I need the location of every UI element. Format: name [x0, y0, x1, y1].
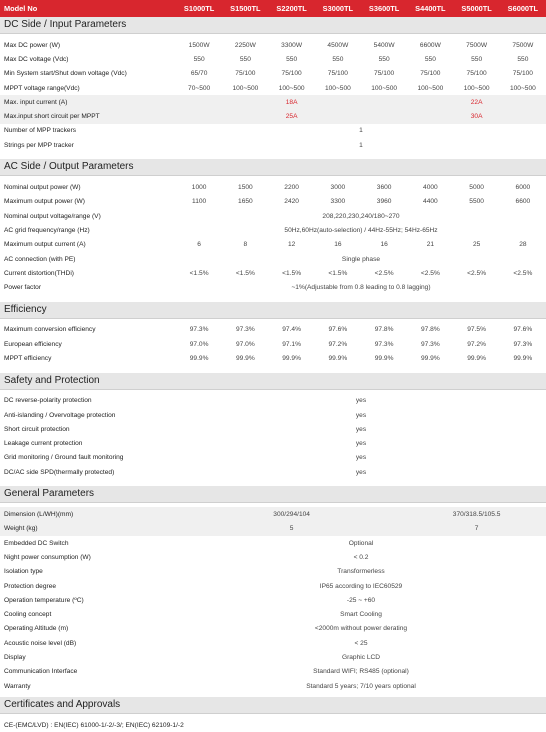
spec-row-general	[0, 679, 546, 693]
cell: 550	[517, 55, 529, 63]
cell: IP65 according to IEC60529	[319, 582, 403, 590]
cell: 97.2%	[328, 340, 348, 348]
spec-row-mpp-trackers	[0, 124, 546, 138]
cell: 5	[289, 525, 294, 533]
cell: 3300W	[281, 41, 303, 49]
cell: 97.3%	[513, 340, 533, 348]
cell: < 25	[354, 639, 368, 647]
cell: 70~500	[188, 84, 211, 92]
row-label: Display	[4, 654, 26, 662]
cell: 3000	[330, 184, 346, 192]
cell: 4500W	[327, 41, 349, 49]
cell: 6600	[515, 198, 531, 206]
cell: 99.9%	[421, 354, 440, 362]
model-no-label: Model No	[4, 4, 38, 13]
row-label: MPPT voltage range(Vdc)	[4, 84, 80, 92]
cell: Smart Cooling	[340, 611, 382, 619]
cell: 7500W	[512, 41, 534, 49]
cell: 97.0%	[189, 340, 209, 348]
cell: 25A	[285, 113, 298, 121]
spec-row-mppt-efficiency	[0, 351, 546, 365]
cell: 21	[426, 241, 435, 249]
spec-row-weight	[0, 522, 546, 536]
row-label: Current distortion(THDi)	[4, 269, 74, 277]
cell: 99.9%	[236, 354, 255, 362]
cell: <1.5%	[189, 269, 209, 277]
spec-row-general	[0, 536, 546, 550]
cell: yes	[355, 411, 367, 419]
cell: <1.5%	[328, 269, 348, 277]
cell: 550	[286, 55, 298, 63]
cell: 1000	[191, 184, 207, 192]
cell: 2420	[284, 198, 299, 206]
section-title-safety: Safety and Protection	[0, 373, 546, 390]
spec-row-safety	[0, 422, 546, 436]
row-label: Nominal output power (W)	[4, 184, 81, 192]
row-label: Leakage current protection	[4, 440, 83, 448]
cell: <2000m without power derating	[314, 625, 408, 633]
cell: Graphic LCD	[341, 654, 381, 662]
section-title-ac: AC Side / Output Parameters	[0, 159, 546, 176]
spec-row-general	[0, 650, 546, 664]
row-label: DC/AC side SPD(thermally protected)	[4, 468, 115, 476]
cell: 550	[239, 55, 251, 63]
row-label: Nominal output voltage/range (V)	[4, 212, 101, 220]
model-name: S4400TL	[415, 4, 446, 13]
cell: 550	[471, 55, 483, 63]
cell: 550	[193, 55, 205, 63]
spec-row-max-input-current	[0, 95, 546, 109]
cell: 3960	[376, 198, 392, 206]
spec-row-max-output-power	[0, 195, 546, 209]
model-name: S2200TL	[276, 4, 307, 13]
model-name: S1000TL	[183, 4, 215, 13]
row-label: AC connection (with PE)	[4, 255, 76, 263]
cell: yes	[355, 397, 367, 405]
cell: 7	[474, 525, 479, 533]
spec-row-general	[0, 608, 546, 622]
cell: 1650	[238, 198, 253, 206]
spec-row-nominal-voltage	[0, 209, 546, 223]
cell: 18A	[285, 98, 298, 106]
cell: 100~500	[278, 84, 305, 92]
spec-row-max-dc-voltage	[0, 52, 546, 66]
cell: 25	[472, 241, 481, 249]
cell: 97.8%	[374, 326, 394, 334]
cell: 16	[380, 241, 388, 249]
cell: <1.5%	[235, 269, 255, 277]
spec-row-max-dc-power	[0, 38, 546, 52]
section-title-efficiency: Efficiency	[0, 302, 546, 319]
model-name: S6000TL	[507, 4, 539, 13]
row-label: Acoustic noise level (dB)	[4, 639, 77, 647]
cell: 97.6%	[513, 326, 533, 334]
cell: yes	[355, 440, 367, 448]
cell: 99.9%	[189, 354, 209, 362]
spec-row-general	[0, 622, 546, 636]
cell: Single phase	[341, 255, 381, 263]
spec-row-short-circuit	[0, 109, 546, 123]
spec-row-max-output-current	[0, 238, 546, 252]
cell: Transformerless	[337, 568, 385, 576]
cell: 2250W	[234, 41, 256, 49]
cell: 99.9%	[282, 354, 301, 362]
cell: 8	[243, 241, 248, 249]
row-label: Dimension (L/WH)(mm)	[4, 511, 74, 519]
cell: <2.5%	[374, 269, 394, 277]
cell: 99.9%	[513, 354, 533, 362]
spec-row-safety	[0, 451, 546, 465]
row-label: Communication Interface	[4, 668, 78, 676]
cell: 30A	[470, 113, 483, 121]
row-label: Maximum output current (A)	[4, 241, 86, 249]
cell: 1100	[192, 198, 207, 206]
cell: 97.3%	[374, 340, 394, 348]
cell: 208,220,230,240/180~270	[322, 212, 400, 220]
cell: 300/294/104	[273, 511, 310, 519]
spec-row-safety	[0, 465, 546, 479]
model-name: S1500TL	[230, 4, 261, 13]
row-label: Night power consumption (W)	[4, 553, 91, 561]
cell: 6600W	[419, 41, 441, 49]
model-name: S3000TL	[322, 4, 354, 13]
cell: 2200	[284, 184, 299, 192]
row-label: Embedded DC Switch	[4, 539, 69, 547]
spec-row-safety	[0, 437, 546, 451]
cell: Standard WIFI; RS485 (optional)	[313, 668, 409, 676]
row-label: Strings per MPP tracker	[4, 141, 74, 149]
cell: 5400W	[373, 41, 395, 49]
cell: 1500	[238, 184, 253, 192]
cert-row	[0, 718, 546, 732]
cell: 550	[424, 55, 436, 63]
cell: 97.2%	[467, 340, 486, 348]
cell: 97.4%	[282, 326, 301, 334]
cell: 22A	[470, 98, 483, 106]
cell: yes	[355, 468, 367, 476]
cell: 75/100	[512, 70, 533, 78]
spec-row-dimension	[0, 507, 546, 521]
row-label: Maximum output power (W)	[4, 198, 85, 206]
row-label: Anti-islanding / Overvoltage protection	[4, 411, 116, 419]
spec-row-general	[0, 579, 546, 593]
cell: 75/100	[374, 70, 395, 78]
cell: 97.3%	[421, 340, 440, 348]
section-title-general: General Parameters	[0, 486, 546, 503]
cell: 75/100	[466, 70, 487, 78]
row-label: Isolation type	[4, 568, 43, 576]
row-label: Max DC voltage (Vdc)	[4, 55, 69, 63]
cell: 99.9%	[467, 354, 486, 362]
row-label: Grid monitoring / Ground fault monitoring	[4, 454, 124, 462]
cell: 65/70	[190, 70, 208, 78]
cell: 97.0%	[236, 340, 255, 348]
cell: 3600	[376, 184, 392, 192]
spec-row-thdi	[0, 266, 546, 280]
row-label: MPPT efficiency	[4, 354, 52, 362]
cell: Optional	[348, 539, 374, 547]
row-label: European efficiency	[4, 340, 62, 348]
cell: 97.8%	[421, 326, 440, 334]
spec-row-safety	[0, 394, 546, 408]
cell: <1.5%	[282, 269, 302, 277]
spec-row-general	[0, 636, 546, 650]
cell: 97.3%	[189, 326, 209, 334]
spec-row-max-conversion-efficiency	[0, 323, 546, 337]
spec-row-min-start-voltage	[0, 67, 546, 81]
model-name: S3600TL	[368, 4, 400, 13]
cell: 100~500	[417, 84, 444, 92]
spec-row-general	[0, 550, 546, 564]
spec-row-power-factor	[0, 280, 546, 294]
cell: 16	[334, 241, 342, 249]
cell: 100~500	[463, 84, 490, 92]
cell: yes	[355, 454, 367, 462]
cell: 28	[519, 241, 527, 249]
cell: < 0.2	[353, 553, 369, 561]
row-label: AC grid frequency/range (Hz)	[4, 226, 90, 234]
cell: 1	[359, 127, 363, 135]
row-label: Operation temperature (ºC)	[4, 596, 84, 604]
cell: 97.5%	[467, 326, 486, 334]
section-title-certificates: Certificates and Approvals	[0, 697, 546, 714]
cell: 550	[378, 55, 390, 63]
row-label: Maximum conversion efficiency	[4, 326, 96, 334]
cell: 4400	[423, 198, 438, 206]
model-header-row	[0, 0, 546, 17]
cell: ~1%(Adjustable from 0.8 leading to 0.8 lagging)	[291, 284, 431, 292]
cell: 97.1%	[282, 340, 301, 348]
cell: 6000	[515, 184, 531, 192]
cell: 7500W	[466, 41, 488, 49]
cell: 550	[332, 55, 344, 63]
cell: 370/318.5/105.5	[452, 511, 501, 519]
spec-row-nominal-power	[0, 180, 546, 194]
cell: 5500	[469, 198, 484, 206]
cell: 100~500	[232, 84, 259, 92]
spec-row-european-efficiency	[0, 337, 546, 351]
cell: 100~500	[509, 84, 536, 92]
section-title-dc: DC Side / Input Parameters	[0, 17, 546, 34]
row-label: Short circuit protection	[4, 425, 70, 433]
cell: 97.3%	[236, 326, 255, 334]
cell: 75/100	[235, 70, 256, 78]
cell: 1500W	[188, 41, 210, 49]
cell: 4000	[423, 184, 438, 192]
spec-row-general	[0, 665, 546, 679]
cell: 75/100	[420, 70, 441, 78]
cell: 12	[287, 241, 296, 249]
spec-row-grid-frequency	[0, 223, 546, 237]
cell: 100~500	[371, 84, 398, 92]
row-label: Max.input short circuit per MPPT	[4, 113, 100, 121]
cell: 3300	[330, 198, 346, 206]
spec-row-general	[0, 565, 546, 579]
spec-row-general	[0, 593, 546, 607]
row-label: Number of MPP trackers	[4, 127, 77, 135]
cell: <2.5%	[513, 269, 533, 277]
cell: -25 ~ +60	[346, 596, 376, 604]
cert-text: CE-(EMC/LVD) : EN(IEC) 61000-1/-2/-3/; EN(IEC) 62109-1/-2	[4, 721, 184, 729]
row-label: Max DC power (W)	[4, 41, 61, 49]
cell: 75/100	[327, 70, 348, 78]
row-label: Max. input current (A)	[4, 98, 68, 106]
row-label: DC reverse-polarity protection	[4, 397, 92, 405]
cell: Standard 5 years; 7/10 years optional	[306, 682, 416, 690]
cell: 100~500	[324, 84, 351, 92]
cell: 75/100	[281, 70, 302, 78]
cell: 99.9%	[328, 354, 348, 362]
row-label: Power factor	[4, 284, 42, 292]
spec-row-ac-connection	[0, 252, 546, 266]
cell: yes	[355, 425, 367, 433]
row-label: Min System start/Shut down voltage (Vdc)	[4, 70, 127, 78]
model-name: S5000TL	[461, 4, 492, 13]
cell: 50Hz,60Hz(auto-selection) / 44Hz-55Hz; 54Hz-65Hz	[284, 226, 438, 234]
cell: 5000	[469, 184, 484, 192]
cell: 99.9%	[374, 354, 394, 362]
row-label: Weight (kg)	[4, 525, 38, 533]
cell: <2.5%	[420, 269, 440, 277]
row-label: Warranty	[4, 682, 31, 690]
cell: 6	[197, 241, 201, 249]
row-label: Operating Altitude (m)	[4, 625, 69, 633]
row-label: Cooling concept	[4, 611, 52, 619]
row-label: Protection degree	[4, 582, 57, 590]
cell: 1	[359, 141, 363, 149]
spec-row-strings	[0, 138, 546, 152]
cell: <2.5%	[467, 269, 487, 277]
cell: 97.6%	[328, 326, 348, 334]
spec-row-safety	[0, 408, 546, 422]
spec-row-mppt-range	[0, 81, 546, 95]
